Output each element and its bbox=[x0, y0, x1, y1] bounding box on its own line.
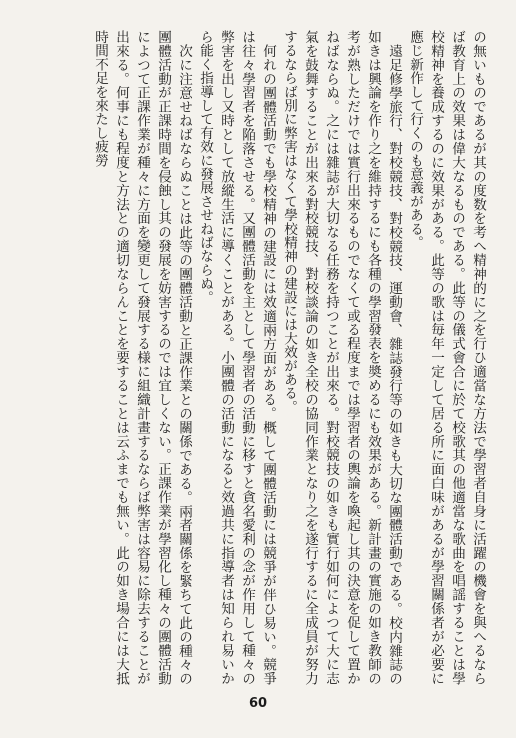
vertical-text-block bbox=[28, 30, 488, 685]
paragraph-group-activity: 何れの團體活動でも學校精神の建設には效適兩方面がある。概して團體活動には競爭が伴ひ易い。競爭は往々學習者を陥落させる。又團體活動を主として學習者の活動に移すと貪名愛利の念が作用して種々の弊害を出し又時として放縱生活に導くことがある。小團體の活動になると效過共に指導者は知られ易いから能く指導して有效に發展させねばならぬ。 bbox=[197, 30, 276, 685]
paragraph-curriculum-relation: 次に注意せねばならぬことは此等の團體活動と正課作業との關係である。兩者關係を緊ちて此の種々の團體活動が正課時間を侵蝕し其の發展を妨害するのでは宜しくない。正課作業が學習化し種々の團體活動によつて正課作業が種々に方面を變更して發展する様に組織計畫するならば弊害は容易に除去することが出來る。何事にも程度と方法との適切ならんことを要することは云ふまでも無い。此の如き場合には大抵時間不足を來たし疲勞 bbox=[92, 30, 192, 685]
paragraph-excursions: 遠足修學旅行、對校競技、對校競技、運動會、雜誌發行等の如きも大切な團體活動である。校内雜誌の如きは興論を作り之を維持するにも各種の學習發表を奬めるにも效果がある。新計畫の實施の如き教師の考が熟しただけでは實行出來るものでなくて或る程度までは學習者の輿論を喚起し其の決意を促して置かねばならぬ。之には雜誌が大切なる任務を持つことが出來る。對校競技の如きも實行如何によつて大に志氣を鼓舞することが出來る對校競技、對校談論の如き全校の協同作業となり之を遂行するに全成員が努力するならば別に弊害はなくて學校精神の建設には大效がある。 bbox=[281, 30, 402, 685]
page-number: 60 bbox=[248, 696, 268, 711]
paragraph-continued: の無いものであるが其の度数を考へ精神的に之を行ひ適當な方法で學習者自身に活躍の機會を與へるならば教育上の效果は偉大なるものである。此等の儀式會合に於て校歌其の他適當な歌曲を唱謡することは學校精神を養成するのに效果がある。此等の歌は毎年一定して居る所に面白味があるが學習關係者が必要に應じ新作して行くのも意義がある。 bbox=[407, 30, 486, 685]
